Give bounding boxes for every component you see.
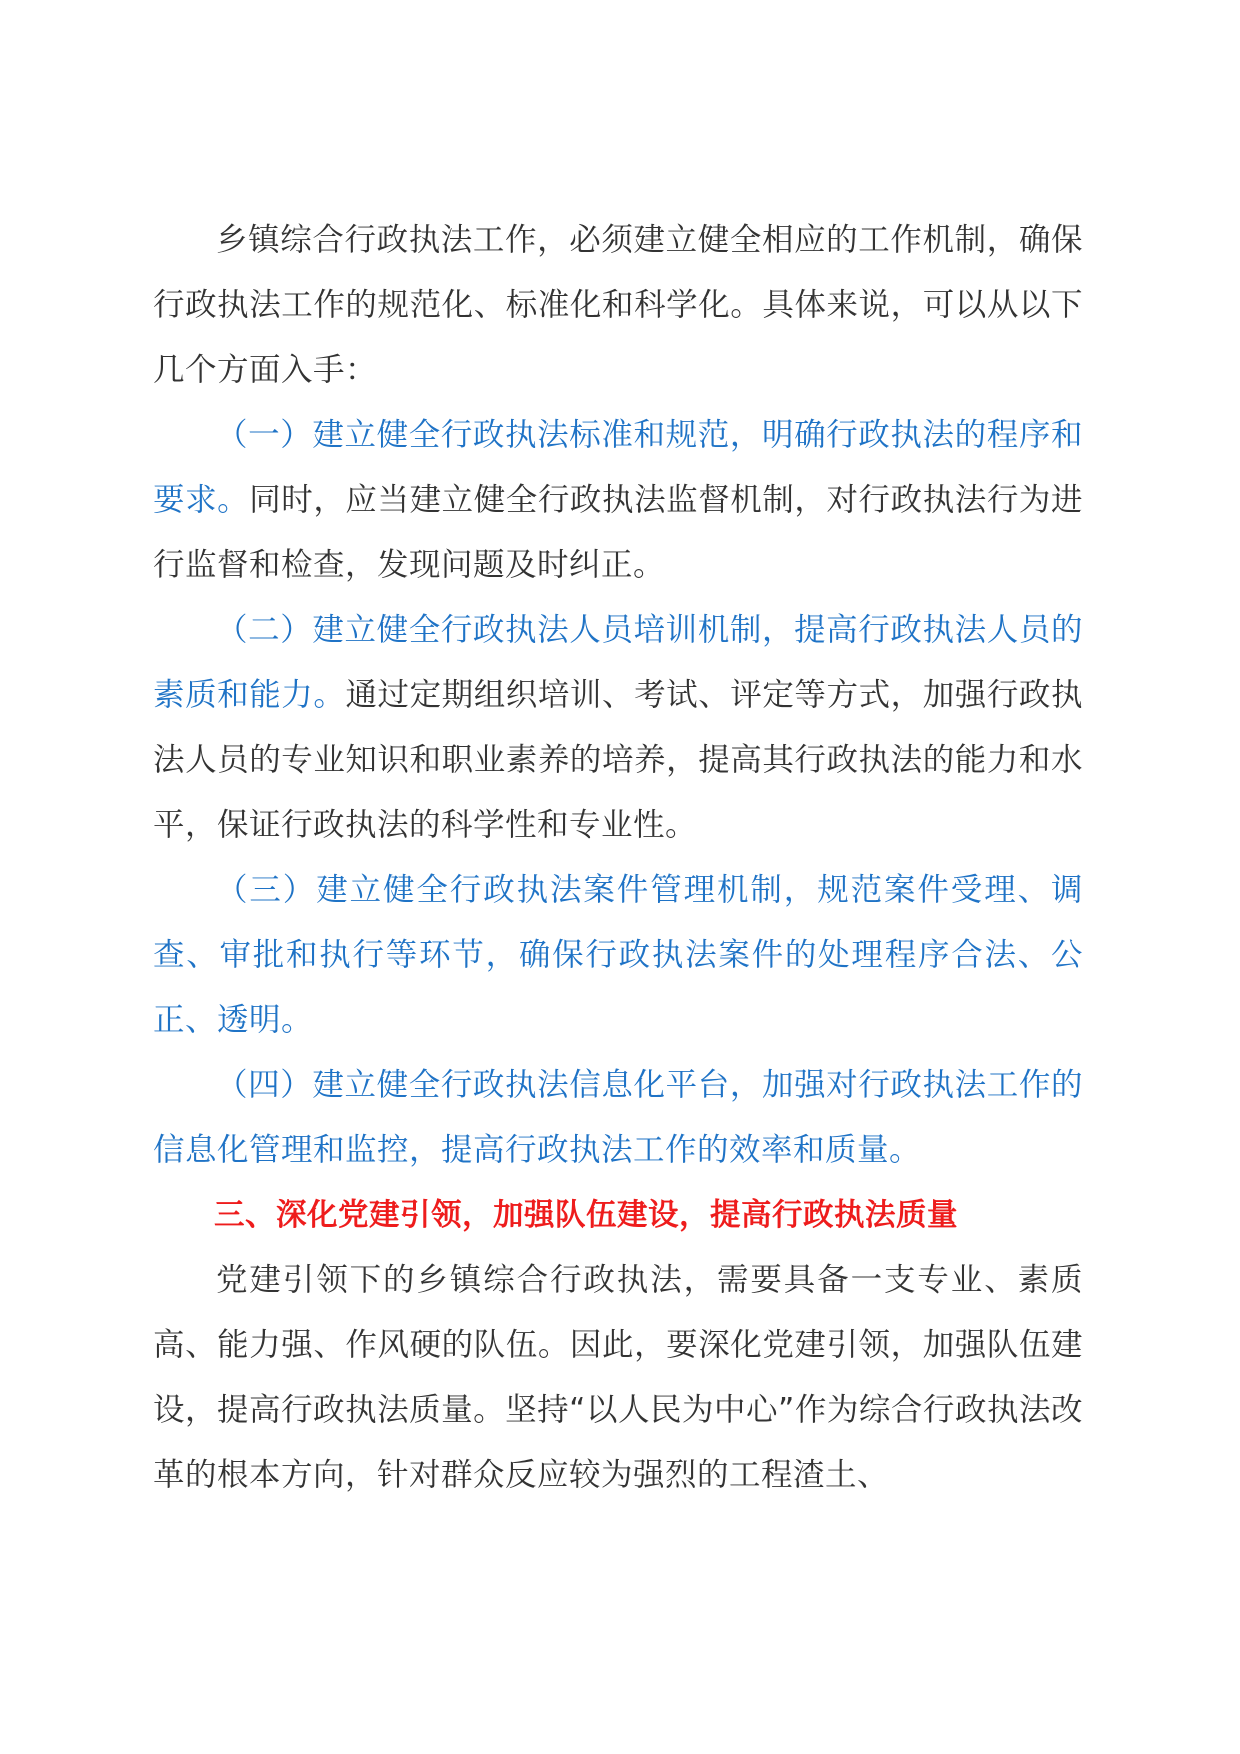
paragraph-item-4 bbox=[153, 1053, 1083, 1183]
paragraph-intro bbox=[153, 208, 1083, 403]
paragraph-item-1 bbox=[153, 403, 1083, 598]
document-body bbox=[153, 208, 1083, 1508]
paragraph-item-1-highlight: （一）建立健全行政执法标准和规范，明确行政执法的程序和要求。 bbox=[153, 417, 1083, 518]
paragraph-item-4-highlight: （四）建立健全行政执法信息化平台，加强对行政执法工作的信息化管理和监控，提高行政执法工作的效率和质量。 bbox=[153, 1067, 1083, 1168]
paragraph-item-2-highlight: （二）建立健全行政执法人员培训机制，提高行政执法人员的素质和能力。 bbox=[153, 612, 1083, 713]
paragraph-closing-text: 党建引领下的乡镇综合行政执法，需要具备一支专业、素质高、能力强、作风硬的队伍。因此，要深化党建引领，加强队伍建设，提高行政执法质量。坚持“以人民为中心”作为综合行政执法改革的根本方向，针对群众反应较为强烈的工程渣土、 bbox=[153, 1262, 1083, 1493]
paragraph-item-1-text: 同时，应当建立健全行政执法监督机制，对行政执法行为进行监督和检查，发现问题及时纠正。 bbox=[153, 482, 1083, 583]
section-heading: 三、深化党建引领，加强队伍建设，提高行政执法质量 bbox=[214, 1198, 958, 1233]
paragraph-closing bbox=[153, 1248, 1083, 1508]
paragraph-item-3 bbox=[153, 858, 1083, 1053]
paragraph-intro-text: 乡镇综合行政执法工作，必须建立健全相应的工作机制，确保行政执法工作的规范化、标准化和科学化。具体来说，可以从以下几个方面入手： bbox=[153, 222, 1083, 388]
paragraph-item-2 bbox=[153, 598, 1083, 858]
paragraph-item-3-highlight: （三）建立健全行政执法案件管理机制，规范案件受理、调查、审批和执行等环节，确保行政执法案件的处理程序合法、公正、透明。 bbox=[153, 872, 1083, 1038]
paragraph-item-2-text: 通过定期组织培训、考试、评定等方式，加强行政执法人员的专业知识和职业素养的培养，提高其行政执法的能力和水平，保证行政执法的科学性和专业性。 bbox=[153, 677, 1083, 843]
